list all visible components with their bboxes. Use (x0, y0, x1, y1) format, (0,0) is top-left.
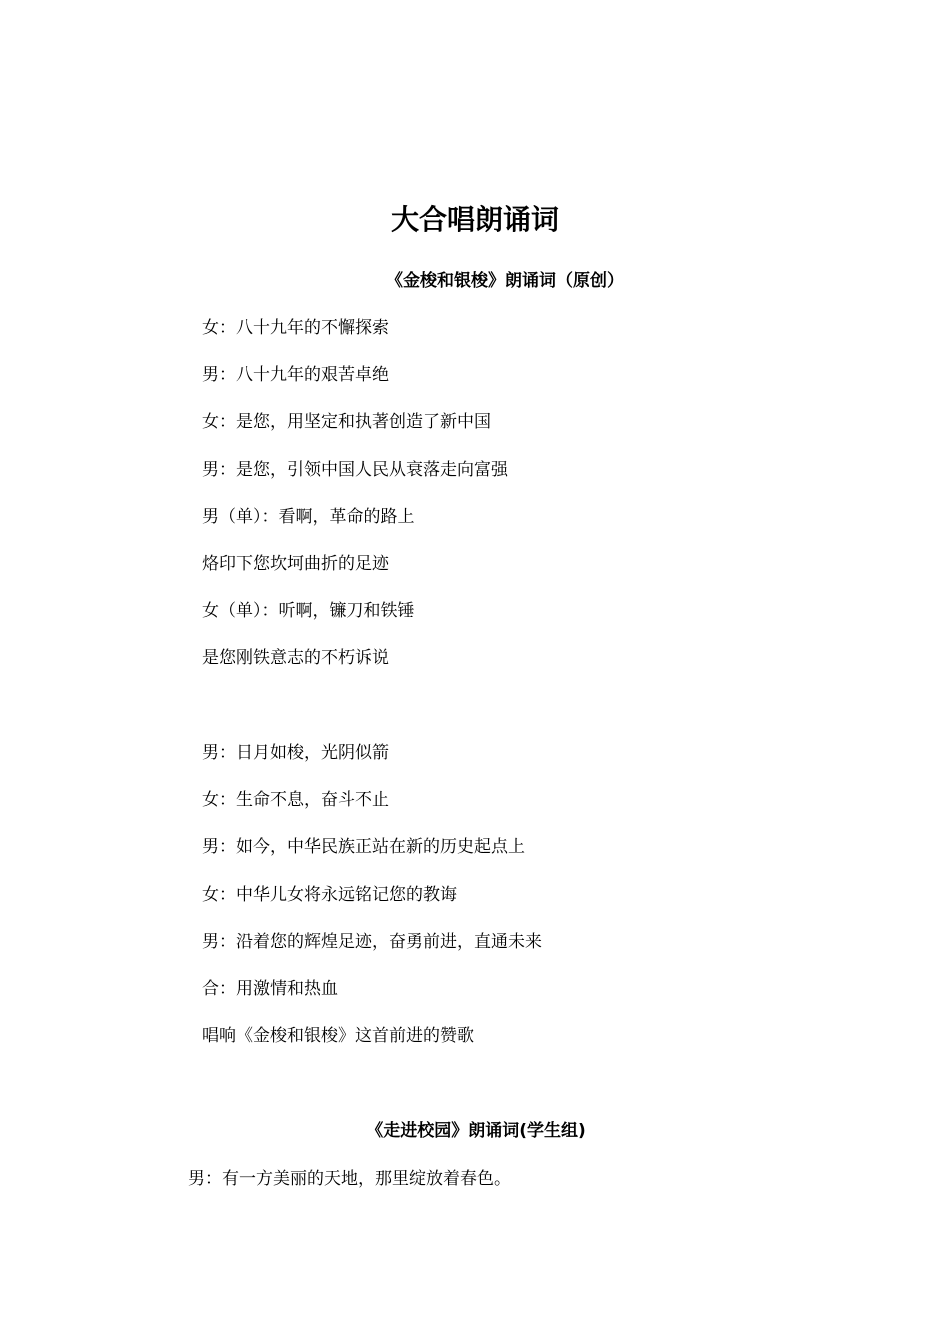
document-title: 大合唱朗诵词 (390, 203, 559, 236)
recitation-line: 男：日月如梭，光阴似箭 (202, 743, 389, 763)
recitation-line: 唱响《金梭和银梭》这首前进的赞歌 (202, 1026, 474, 1047)
recitation-line: 女：八十九年的不懈探索 (202, 318, 389, 338)
recitation-line: 男：如今，中华民族正站在新的历史起点上 (202, 837, 525, 858)
recitation-line: 女：是您，用坚定和执著创造了新中国 (202, 412, 491, 433)
recitation-line: 烙印下您坎坷曲折的足迹 (202, 553, 389, 574)
recitation-line: 女：生命不息，奋斗不止 (202, 790, 389, 811)
recitation-line: 女：中华儿女将永远铭记您的教诲 (202, 884, 457, 905)
recitation-line: 合：用激情和热血 (202, 978, 338, 999)
recitation-line: 男（单）：看啊，革命的路上 (202, 506, 415, 527)
recitation-line: 男：是您，引领中国人民从衰落走向富强 (202, 459, 508, 480)
recitation-block-2 (202, 740, 542, 1070)
section-heading-golden-shuttle: 《金梭和银梭》朗诵词（原创） (386, 271, 624, 291)
recitation-line: 男：八十九年的艰苦卓绝 (202, 365, 389, 386)
section-heading-into-campus: 《走进校园》朗诵词(学生组) (366, 1121, 586, 1141)
recitation-block-1 (202, 315, 508, 693)
recitation-line: 是您刚铁意志的不朽诉说 (202, 648, 389, 669)
recitation-line: 女（单）：听啊，镰刀和铁锤 (202, 601, 415, 622)
recitation-line: 男：沿着您的辉煌足迹，奋勇前进，直通未来 (202, 931, 542, 952)
recitation-line: 男：有一方美丽的天地，那里绽放着春色。 (188, 1169, 511, 1189)
